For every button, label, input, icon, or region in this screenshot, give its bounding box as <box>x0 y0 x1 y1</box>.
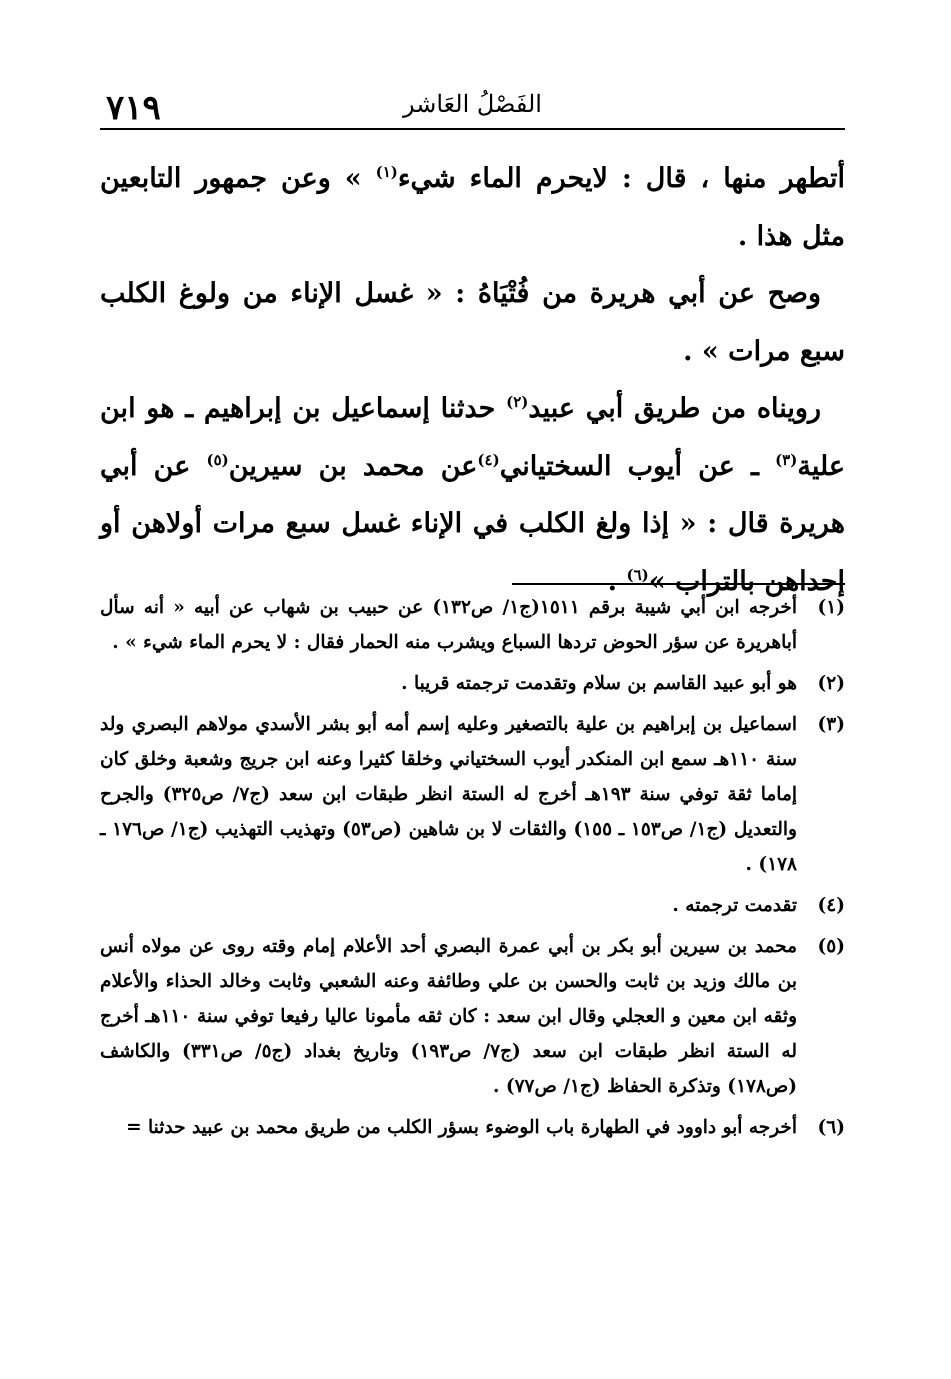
footnote-ref-2: (٢) <box>506 393 529 411</box>
footnote-1 <box>100 590 845 660</box>
paragraph-3-text-f: . <box>607 565 627 597</box>
paragraph-3-text-c: ـ عن أيوب السختياني <box>499 450 776 482</box>
footnote-number: (١) <box>817 597 845 618</box>
footnote-text: تقدمت ترجمته . <box>672 895 797 916</box>
footnote-text: اسماعيل بن إبراهيم بن علية بالتصغير وعليه إسم أمه أبو بشر الأسدي مولاهم البصري ولد سنة ١١٠هـ سمع ابن المنكدر أيوب السختياني وخلقا كثيرا وعنه ابن جريج وشعبة وخلق كان إماما ثقة توفي سنة ١٩٣هـ أخرج له الستة انظر طبقات ابن سعد (ج٧/ ص٣٢٥) والجرح والتعديل (ج١/ ص١٥٣ ـ ١٥٥) والثقات لا بن شاهين (ص٥٣) وتهذيب التهذيب (ج١/ ص١٧٦ ـ ١٧٨) . <box>100 714 797 875</box>
footnote-2 <box>100 666 845 701</box>
footnote-ref-6: (٦) <box>626 565 649 584</box>
chapter-title: الفَصْلُ العَاشر <box>403 90 542 118</box>
footnote-number: (٢) <box>817 673 845 694</box>
paragraph-1-text-b: » وعن جمهور التابعين مثل هذا . <box>100 163 845 252</box>
running-header <box>100 82 845 128</box>
paragraph-1 <box>100 150 845 265</box>
footnote-number: (٤) <box>817 895 845 916</box>
footnote-text: محمد بن سيرين أبو بكر بن أبي عمرة البصري أحد الأعلام إمام وقته روى عن مولاه أنس بن مالك وزيد بن ثابت والحسن بن علي وطائفة وعنه الشعبي وثابت وخالد الحذاء والأعلام وثقه ابن معين و العجلي وقال ابن سعد : كان ثقه مأمونا عاليا رفيعا توفي سنة ١١٠هـ أخرج له الستة انظر طبقات ابن سعد (ج٧/ ص١٩٣) وتاريخ بغداد (ج٥/ ص٣٣١) والكاشف (ص١٧٨) وتذكرة الحفاظ (ج١/ ص٧٧) . <box>100 936 798 1097</box>
paragraph-3 <box>100 380 845 610</box>
paragraph-3-text-b: حدثنا إسماعيل بن إبراهيم ـ هو ابن علية <box>100 393 846 482</box>
footnote-number: (٥) <box>817 936 845 957</box>
paragraph-3-text-a: رويناه من طريق أبي عبيد <box>528 393 821 424</box>
footnote-number: (٦) <box>817 1117 845 1138</box>
footnote-ref-3: (٣) <box>775 450 798 469</box>
footnote-ref-4: (٤) <box>477 450 500 469</box>
footnotes <box>100 590 845 1151</box>
paragraph-3-text-e: عن أبي هريرة قال : « إذا ولغ الكلب في الإناء غسل سبع مرات أولاهن أو إحداهن بالتراب » <box>100 450 845 597</box>
footnote-text: أخرجه أبو داوود في الطهارة باب الوضوء بسؤر الكلب من طريق محمد بن عبيد حدثنا = <box>126 1117 797 1138</box>
footnote-ref-5: (٥) <box>206 450 229 469</box>
footnote-5 <box>100 929 845 1104</box>
footnote-separator <box>512 583 845 585</box>
footnote-number: (٣) <box>817 714 845 735</box>
footnote-4 <box>100 888 845 923</box>
header-rule <box>100 128 845 130</box>
page-number: ٧١٩ <box>106 88 161 128</box>
footnote-text: أخرجه ابن أبي شيبة برقم ١٥١١(ج١/ ص١٣٢) عن حبيب بن شهاب عن أبيه « أنه سأل أباهريرة عن سؤر الحوض تردها السباع ويشرب منه الحمار فقال : لا يحرم الماء شيء » . <box>100 597 797 653</box>
paragraph-3-text-d: عن محمد بن سيرين <box>228 450 478 482</box>
footnote-text: هو أبو عبيد القاسم بن سلام وتقدمت ترجمته قريبا . <box>401 673 797 694</box>
main-text <box>100 150 845 610</box>
paragraph-2: وصح عن أبي هريرة من فُتْيَاهُ : « غسل الإناء من ولوغ الكلب سبع مرات » . <box>100 278 845 367</box>
paragraph-1-text-a: أتطهر منها ، قال : لايحرم الماء شيء <box>397 163 845 194</box>
footnote-ref-1: (١) <box>375 163 398 181</box>
footnote-6 <box>100 1110 845 1145</box>
footnote-3 <box>100 707 845 882</box>
